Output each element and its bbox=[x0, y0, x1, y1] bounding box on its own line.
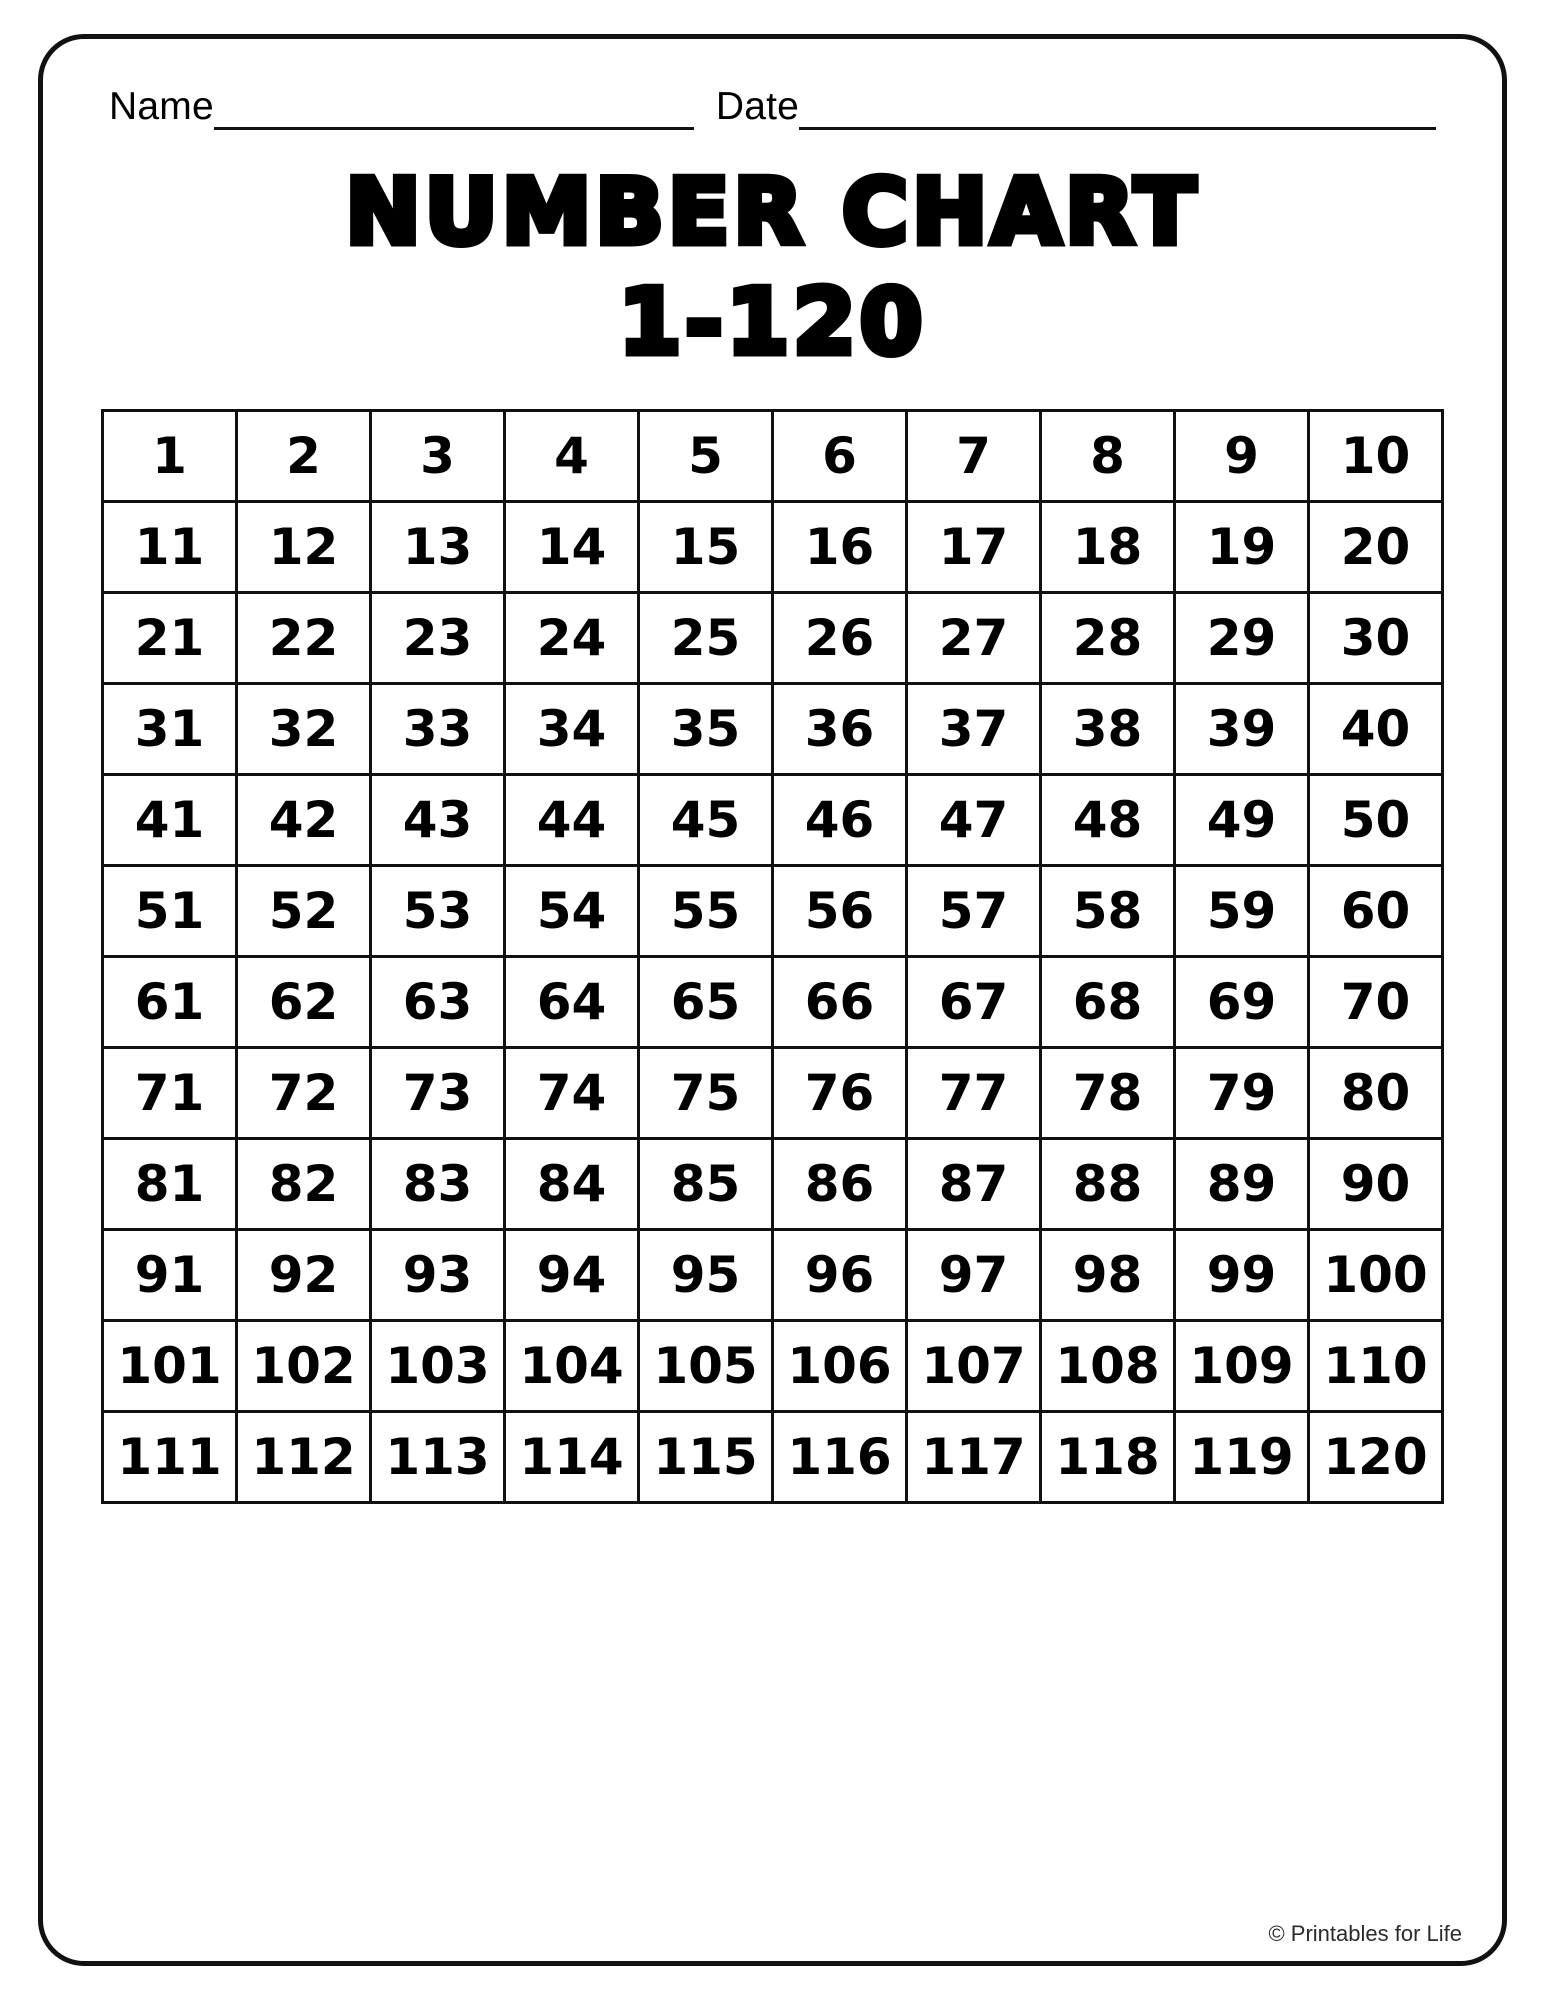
number-cell[interactable]: 15 bbox=[639, 502, 773, 593]
number-cell[interactable]: 106 bbox=[773, 1321, 907, 1412]
number-cell[interactable]: 29 bbox=[1175, 593, 1309, 684]
number-cell[interactable]: 22 bbox=[237, 593, 371, 684]
table-row bbox=[103, 866, 1443, 957]
number-cell[interactable]: 40 bbox=[1309, 684, 1443, 775]
number-cell[interactable]: 28 bbox=[1041, 593, 1175, 684]
number-cell[interactable]: 108 bbox=[1041, 1321, 1175, 1412]
number-cell[interactable]: 118 bbox=[1041, 1412, 1175, 1503]
number-cell[interactable]: 55 bbox=[639, 866, 773, 957]
number-cell[interactable]: 78 bbox=[1041, 1048, 1175, 1139]
table-row bbox=[103, 411, 1443, 502]
number-cell[interactable]: 110 bbox=[1309, 1321, 1443, 1412]
number-cell[interactable]: 11 bbox=[103, 502, 237, 593]
number-cell[interactable]: 3 bbox=[371, 411, 505, 502]
number-cell[interactable]: 77 bbox=[907, 1048, 1041, 1139]
number-cell[interactable]: 81 bbox=[103, 1139, 237, 1230]
number-cell[interactable]: 71 bbox=[103, 1048, 237, 1139]
number-cell[interactable]: 80 bbox=[1309, 1048, 1443, 1139]
number-cell[interactable]: 41 bbox=[103, 775, 237, 866]
number-cell[interactable]: 120 bbox=[1309, 1412, 1443, 1503]
number-cell[interactable]: 31 bbox=[103, 684, 237, 775]
number-cell[interactable]: 10 bbox=[1309, 411, 1443, 502]
number-cell[interactable]: 6 bbox=[773, 411, 907, 502]
number-cell[interactable]: 94 bbox=[505, 1230, 639, 1321]
page-subtitle: 1-120 bbox=[618, 269, 927, 375]
number-cell[interactable]: 114 bbox=[505, 1412, 639, 1503]
number-cell[interactable]: 35 bbox=[639, 684, 773, 775]
number-cell[interactable]: 12 bbox=[237, 502, 371, 593]
number-cell[interactable]: 96 bbox=[773, 1230, 907, 1321]
number-cell[interactable]: 87 bbox=[907, 1139, 1041, 1230]
number-cell[interactable]: 63 bbox=[371, 957, 505, 1048]
number-cell[interactable]: 111 bbox=[103, 1412, 237, 1503]
number-cell[interactable]: 97 bbox=[907, 1230, 1041, 1321]
number-cell[interactable]: 20 bbox=[1309, 502, 1443, 593]
number-cell[interactable]: 48 bbox=[1041, 775, 1175, 866]
number-cell[interactable]: 25 bbox=[639, 593, 773, 684]
number-cell[interactable]: 9 bbox=[1175, 411, 1309, 502]
number-cell[interactable]: 58 bbox=[1041, 866, 1175, 957]
number-cell[interactable]: 32 bbox=[237, 684, 371, 775]
number-cell[interactable]: 88 bbox=[1041, 1139, 1175, 1230]
number-cell[interactable]: 36 bbox=[773, 684, 907, 775]
number-cell[interactable]: 14 bbox=[505, 502, 639, 593]
student-info-row bbox=[95, 81, 1450, 130]
number-cell[interactable]: 57 bbox=[907, 866, 1041, 957]
number-cell[interactable]: 24 bbox=[505, 593, 639, 684]
number-cell[interactable]: 109 bbox=[1175, 1321, 1309, 1412]
number-cell[interactable]: 38 bbox=[1041, 684, 1175, 775]
number-cell[interactable]: 67 bbox=[907, 957, 1041, 1048]
number-cell[interactable]: 95 bbox=[639, 1230, 773, 1321]
number-cell[interactable]: 47 bbox=[907, 775, 1041, 866]
number-cell[interactable]: 7 bbox=[907, 411, 1041, 502]
number-cell[interactable]: 18 bbox=[1041, 502, 1175, 593]
number-cell[interactable]: 42 bbox=[237, 775, 371, 866]
date-field-group bbox=[716, 87, 1436, 130]
worksheet-border-frame bbox=[38, 34, 1507, 1966]
number-cell[interactable]: 98 bbox=[1041, 1230, 1175, 1321]
number-cell[interactable]: 62 bbox=[237, 957, 371, 1048]
number-cell[interactable]: 50 bbox=[1309, 775, 1443, 866]
number-cell[interactable]: 8 bbox=[1041, 411, 1175, 502]
table-row bbox=[103, 593, 1443, 684]
number-cell[interactable]: 59 bbox=[1175, 866, 1309, 957]
number-cell[interactable]: 103 bbox=[371, 1321, 505, 1412]
number-cell[interactable]: 4 bbox=[505, 411, 639, 502]
worksheet-title-block bbox=[95, 160, 1450, 375]
number-cell[interactable]: 39 bbox=[1175, 684, 1309, 775]
number-cell[interactable]: 34 bbox=[505, 684, 639, 775]
number-cell[interactable]: 13 bbox=[371, 502, 505, 593]
number-cell[interactable]: 100 bbox=[1309, 1230, 1443, 1321]
number-cell[interactable]: 69 bbox=[1175, 957, 1309, 1048]
table-row bbox=[103, 1321, 1443, 1412]
number-cell[interactable]: 102 bbox=[237, 1321, 371, 1412]
number-cell[interactable]: 44 bbox=[505, 775, 639, 866]
number-cell[interactable]: 61 bbox=[103, 957, 237, 1048]
number-cell[interactable]: 76 bbox=[773, 1048, 907, 1139]
number-cell[interactable]: 83 bbox=[371, 1139, 505, 1230]
number-cell[interactable]: 92 bbox=[237, 1230, 371, 1321]
number-cell[interactable]: 86 bbox=[773, 1139, 907, 1230]
number-cell[interactable]: 37 bbox=[907, 684, 1041, 775]
number-chart-wrapper bbox=[95, 409, 1450, 1504]
number-cell[interactable]: 119 bbox=[1175, 1412, 1309, 1503]
name-label: Name bbox=[109, 85, 214, 128]
number-cell[interactable]: 70 bbox=[1309, 957, 1443, 1048]
number-cell[interactable]: 112 bbox=[237, 1412, 371, 1503]
number-cell[interactable]: 64 bbox=[505, 957, 639, 1048]
number-cell[interactable]: 53 bbox=[371, 866, 505, 957]
table-row bbox=[103, 957, 1443, 1048]
number-cell[interactable]: 115 bbox=[639, 1412, 773, 1503]
number-cell[interactable]: 5 bbox=[639, 411, 773, 502]
number-cell[interactable]: 46 bbox=[773, 775, 907, 866]
number-cell[interactable]: 1 bbox=[103, 411, 237, 502]
number-cell[interactable]: 117 bbox=[907, 1412, 1041, 1503]
number-cell[interactable]: 27 bbox=[907, 593, 1041, 684]
number-cell[interactable]: 68 bbox=[1041, 957, 1175, 1048]
table-row bbox=[103, 1230, 1443, 1321]
number-cell[interactable]: 91 bbox=[103, 1230, 237, 1321]
number-cell[interactable]: 51 bbox=[103, 866, 237, 957]
number-cell[interactable]: 107 bbox=[907, 1321, 1041, 1412]
number-cell[interactable]: 82 bbox=[237, 1139, 371, 1230]
number-cell[interactable]: 56 bbox=[773, 866, 907, 957]
number-cell[interactable]: 113 bbox=[371, 1412, 505, 1503]
number-cell[interactable]: 79 bbox=[1175, 1048, 1309, 1139]
number-cell[interactable]: 16 bbox=[773, 502, 907, 593]
number-cell[interactable]: 75 bbox=[639, 1048, 773, 1139]
number-cell[interactable]: 30 bbox=[1309, 593, 1443, 684]
number-cell[interactable]: 60 bbox=[1309, 866, 1443, 957]
number-chart-table bbox=[101, 409, 1444, 1504]
number-cell[interactable]: 90 bbox=[1309, 1139, 1443, 1230]
number-cell[interactable]: 93 bbox=[371, 1230, 505, 1321]
number-cell[interactable]: 105 bbox=[639, 1321, 773, 1412]
number-cell[interactable]: 116 bbox=[773, 1412, 907, 1503]
number-cell[interactable]: 17 bbox=[907, 502, 1041, 593]
page-title: NUMBER CHART bbox=[345, 160, 1200, 265]
name-input-line[interactable] bbox=[214, 91, 694, 130]
number-cell[interactable]: 89 bbox=[1175, 1139, 1309, 1230]
table-row bbox=[103, 1139, 1443, 1230]
number-cell[interactable]: 54 bbox=[505, 866, 639, 957]
number-cell[interactable]: 104 bbox=[505, 1321, 639, 1412]
number-cell[interactable]: 19 bbox=[1175, 502, 1309, 593]
number-chart-body bbox=[103, 411, 1443, 1503]
table-row bbox=[103, 775, 1443, 866]
table-row bbox=[103, 1412, 1443, 1503]
number-cell[interactable]: 26 bbox=[773, 593, 907, 684]
number-cell[interactable]: 84 bbox=[505, 1139, 639, 1230]
number-cell[interactable]: 33 bbox=[371, 684, 505, 775]
footer-credit: © Printables for Life bbox=[1268, 1921, 1462, 1946]
table-row bbox=[103, 1048, 1443, 1139]
number-cell[interactable]: 49 bbox=[1175, 775, 1309, 866]
number-cell[interactable]: 72 bbox=[237, 1048, 371, 1139]
date-input-line[interactable] bbox=[799, 91, 1436, 130]
number-cell[interactable]: 85 bbox=[639, 1139, 773, 1230]
number-cell[interactable]: 52 bbox=[237, 866, 371, 957]
number-cell[interactable]: 43 bbox=[371, 775, 505, 866]
number-cell[interactable]: 74 bbox=[505, 1048, 639, 1139]
number-cell[interactable]: 101 bbox=[103, 1321, 237, 1412]
number-cell[interactable]: 73 bbox=[371, 1048, 505, 1139]
date-label: Date bbox=[715, 85, 800, 128]
number-cell[interactable]: 45 bbox=[639, 775, 773, 866]
number-cell[interactable]: 99 bbox=[1175, 1230, 1309, 1321]
number-cell[interactable]: 23 bbox=[371, 593, 505, 684]
number-cell[interactable]: 66 bbox=[773, 957, 907, 1048]
number-cell[interactable]: 2 bbox=[237, 411, 371, 502]
table-row bbox=[103, 684, 1443, 775]
number-cell[interactable]: 65 bbox=[639, 957, 773, 1048]
table-row bbox=[103, 502, 1443, 593]
name-field-group bbox=[109, 87, 694, 130]
number-cell[interactable]: 21 bbox=[103, 593, 237, 684]
